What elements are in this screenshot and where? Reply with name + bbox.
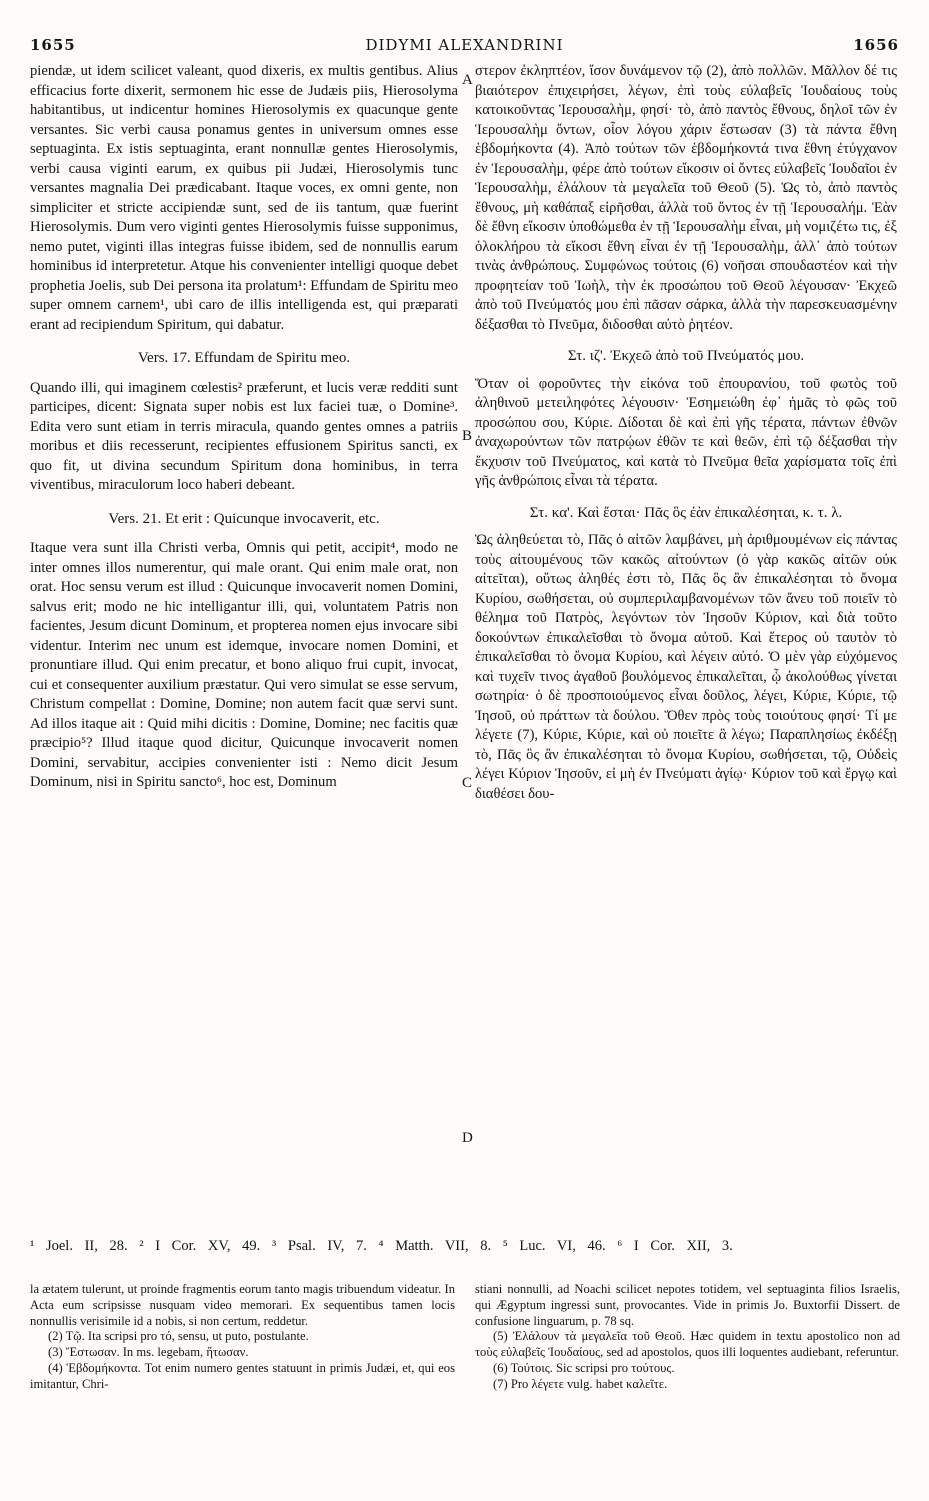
margin-letter-c: C: [462, 775, 473, 791]
latin-paragraph: Quando illi, qui imaginem cœlestis² præferunt, et lucis veræ redditi sunt participes, dicent: Signata super nobis est lux faciei tuæ, o Domine³. Edita vero sunt etiam in terris miracula, quando gentes omnes a patriis moribus et diis recesserunt, recipientes effusionem Spiritus sancti, ex quo fit, ut divina secundum Spiritum dona hominibus, in terra viventibus, miraculorum loco haberi debeant.: [30, 379, 458, 493]
running-title: DIDYMI ALEXANDRINI: [365, 36, 564, 54]
greek-paragraph: Ὡς ἀληθεύεται τὸ, Πᾶς ὁ αἰτῶν λαμβάνει, μὴ ἀριθμουμένων εἰς πάντας τοὺς αἰτουμένους τῶν κακῶς αἰτούντων (ὁ γὰρ κακῶς αἰτῶν οὐκ αἰτεῖται), οὕτως ἀληθές ἐστι τὸ, Πᾶς ὃς ἂν ἐπικαλέσηται τὸ ὄνομα Κυρίου, σωθήσεται, οὐ συμπεριλαμβανομένων τῶν ἄνευ τοῦ ποιεῖν τὸ θέλημα τοῦ Πατρὸς, λεγόντων τὸν Ἰησοῦν Κύριον, καὶ διὰ τοῦτο δοκούντων ἐπικαλεῖσθαι τὸ ὄνομα αὐτοῦ. Καὶ ἕτερος οὐ ταυτὸν τὸ ἐπικαλεῖσθαι τὸ ὄνομα Κυρίου, καὶ λέγειν αὐτό. Ὁ μὲν γὰρ εὐχόμενος καὶ τυχεῖν τινος ἀγαθοῦ βουλόμενος ἐπικαλεῖται, ᾧ ἀκολούθως γίνεται σωτηρία· ὁ δὲ προσποιούμενος εἶναι δοῦλος, λέγει, Κύριε, Κύριε, τῷ Ἰησοῦ, οὐ πράττων τὰ δούλου. Ὅθεν πρὸς τοὺς τοιούτους φησί· Τί με λέγετε (7), Κύριε, Κύριε, καὶ οὐ ποιεῖτε ἃ λέγω; Παραπλησίως ἐκδέξῃ τὸ, Πᾶς ὃς ἂν ἐπικαλέσηται τὸ ὄνομα Κυρίου, σωθήσεται, τῷ, Οὐδεὶς λέγει Κύριον Ἰησοῦν, εἰ μὴ ἐν Πνεύματι ἁγίῳ· Κύριον τοῦ καὶ ἔργῳ καὶ διαθέσει δου-: [475, 532, 897, 802]
page-number-left: 1655: [30, 36, 76, 54]
footnote: (7) Pro λέγετε vulg. habet καλεῖτε.: [493, 1376, 668, 1391]
latin-column: [30, 62, 458, 793]
verse-heading: Vers. 21. Et erit : Quicunque invocaverit, etc.: [108, 510, 380, 527]
footnote: la ætatem tulerunt, ut proinde fragmentis eorum tanto magis tribuendum videatur. In Acta eum scripsisse nusquam video memorari. Ex sequentibus tamen locis nonnullis verisimile id a nobis, si non certum, reddetur.: [30, 1282, 455, 1328]
latin-paragraph: Itaque vera sunt illa Christi verba, Omnis qui petit, accipit⁴, modo ne inter omnes illos numerentur, qui male orant. Qui enim male orat, non orat. Hoc sensu verum est illud : Quicunque invocaverit nomen Domini, salvus erit; modo ne hic intelligantur illi, qui, voluntatem Patris non facientes, Jesum dicunt Dominum, et propterea nomen ejus invocare sibi videntur. Interim nec unum est idemque, invocare nomen Domini, et pronuntiare illud. Qui enim precatur, et bono aliquo frui cupit, invocat, cui et consequenter auxilium præstatur. Qui vero simulat se esse servum, Christum compellat : Domine, Domine; non autem facit quæ servi sunt. Ad illos itaque ait : Quid mihi dicitis : Domine, Domine; nec facitis quæ præcipio⁵? Illud itaque quod dicitur, Quicunque invocaverit nomen Domini, servabitur, accipies convenienter isti : Nemo dicit Jesum Dominum, nisi in Spiritu sancto⁶, hoc est, Dominum: [30, 540, 458, 790]
greek-paragraph: στερον ἐκληπτέον, ἴσον δυνάμενον τῷ (2), ἀπὸ πολλῶν. Μᾶλλον δέ τις βιαιότερον ἐπιχειρήσει, λέγων, ἐπὶ τοὺς εὐλαβεῖς Ἰουδαίους τοὺς κατοικοῦντας Ἱερουσαλὴμ, φησί· τὸ, ἀπὸ παντὸς ἔθνους, δηλοῖ τῶν ἐν Ἱερουσαλὴμ ὄντων, οἷον λόγου χάριν ἔστωσαν (3) τὰ πάντα ἔθνη ἑβδομήκοντα (4). Ἀπὸ τούτων τῶν ἑβδομήκοντά τινα ἔθνη ἐτύγχανον ἐν Ἱερουσαλὴμ, φέρε ἀπὸ τούτων εἴκοσιν οἱ ὄντες εὐλαβεῖς Ἰουδαῖοι ἐν Ἱερουσαλὴμ, ἐλάλουν τὰ μεγαλεῖα τοῦ Θεοῦ (5). Ὡς τὸ, ἀπὸ παντὸς ἔθνους, μὴ καθάπαξ εἰρῆσθαι, ἀλλὰ τοῦ ὄντος ἐν τῇ Ἱερουσαλήμ. Ἐὰν δὲ ἔθνη εἴκοσιν ὑποθώμεθα ἐν τῇ Ἱερουσαλὴμ εἶναι, μὴ νομιζέτω τις, ἐξ ὁλοκλήρου τὰ εἴκοσι ἔθνη εἶναι ἐν τῇ Ἱερουσαλὴμ, ἀλλ᾽ ἀπὸ τούτων τινὰς ἀνθρώπους. Συμφώνως τούτοις (6) νοῆσαι σπουδαστέον καὶ τὴν προφητείαν τοῦ Ἰωὴλ, τὴν ἐκ προσώπου τοῦ Θεοῦ λέγουσαν· Ἐκχεῶ ἀπὸ τοῦ Πνεύματός μου ἐπὶ πᾶσαν σάρκα, ἀλλὰ τὴν παρεσκευασμένην δέξασθαι τὸ Πνεῦμα, διδοσθαι αὐτὸ ῥητέον.: [475, 63, 897, 333]
latin-paragraph: piendæ, ut idem scilicet valeant, quod dixeris, ex multis gentibus. Alius efficacius forte dixerit, sermonem hic esse de Judæis piis, Hierosolyma habitantibus, ut indicentur homines Hierosolymis ex quacunque gente versantes. Sic verbi causa ponamus gentes in universum omnes esse septuaginta. Ex istis septuaginta, erant nonnullæ gentes Hierosolymis, verbi causa viginti earum, ex quibus pii Judæi, Hierosolymis tunc versantes magnalia Dei prædicabant. Itaque voces, ex omni gente, non simpliciter et stricte accipiendæ sunt, sed de iis tantum, quæ fuerint Hierosolymis. Dum vero viginti gentes Hierosolymis fuisse supponimus, nemo putet, viginti illas integras fuisse ibidem, sed de nonnullis earum hominibus id interpretetur. Atque his convenienter intelligi quoque debet prophetia Joelis, sub Dei persona ita prolatum¹: Effundam de Spiritu meo super omnem carnem¹, ubi caro de illis intelligenda est, qui præparati erant ad recipiendum Spiritum, qui dabatur.: [30, 63, 458, 333]
margin-letter-d: D: [462, 1130, 473, 1146]
footnote: (3) Ἔστωσαν. In ms. legebam, ἥτωσαν.: [48, 1345, 249, 1360]
greek-column: [475, 62, 897, 804]
footnotes-right: [475, 1282, 900, 1393]
scripture-references: ¹ Joel. II, 28. ² I Cor. XV, 49. ³ Psal. IV, 7. ⁴ Matth. VII, 8. ⁵ Luc. VI, 46. ⁶ I Cor. XII, 3.: [30, 1238, 733, 1254]
margin-letter-b: B: [462, 428, 473, 444]
greek-paragraph: Ὅταν οἱ φοροῦντες τὴν εἰκόνα τοῦ ἐπουρανίου, τοῦ φωτὸς τοῦ ἀληθινοῦ μετειληφότες λέγουσιν· Ἐσημειώθη ἐφ᾽ ἡμᾶς τὸ φῶς τοῦ προσώπου σου, Κύριε. Δίδοται δὲ καὶ ἐπὶ γῆς τέρατα, πάντων ἐθνῶν ἀναχωρούντων τῶν πατρῴων ἐθῶν τε καὶ θεῶν, ἐπὶ τῷ δέξασθαι τὴν ἔκχυσιν τοῦ Πνεύματος, καὶ κατὰ τὸ Πνεῦμα θεῖα χαρίσματα τοῖς ἐπὶ γῆς ἀνθρώποις εἶναι τὰ τέρατα.: [475, 375, 897, 489]
footnote: (2) Τῷ. Ita scripsi pro τό, sensu, ut puto, postulante.: [48, 1329, 309, 1344]
verse-heading: Στ. κα'. Καὶ ἔσται· Πᾶς ὃς ἐὰν ἐπικαλέσηται, κ. τ. λ.: [529, 504, 843, 521]
footnotes-left: [30, 1282, 455, 1393]
page-number-right: 1656: [853, 36, 899, 54]
footnote: (4) Ἑβδομήκοντα. Tot enim numero gentes statuunt in primis Judæi, et, qui eos imitantur, Chri-: [30, 1360, 455, 1391]
margin-letter-a: A: [462, 72, 473, 88]
footnote: stiani nonnulli, ad Noachi scilicet nepotes totidem, vel septuaginta filios Israelis, qui Ægyptum ingressi sunt, provocantes. Vide in primis Jo. Buxtorfii Dissert. de confusione linguarum, p. 78 sq.: [475, 1282, 900, 1328]
verse-heading: Vers. 17. Effundam de Spiritu meo.: [137, 350, 351, 366]
footnote: (6) Τούτοις. Sic scripsi pro τούτους.: [493, 1360, 675, 1375]
footnote: (5) Ἐλάλουν τὰ μεγαλεῖα τοῦ Θεοῦ. Hæc quidem in textu apostolico non ad τοὺς εὐλαβεῖς Ἰουδαίους, sed ad apostolos, quos illi loquentes audiebant, referuntur.: [475, 1329, 900, 1360]
verse-heading: Στ. ιζ'. Ἐκχεῶ ἀπὸ τοῦ Πνεύματός μου.: [567, 348, 805, 364]
